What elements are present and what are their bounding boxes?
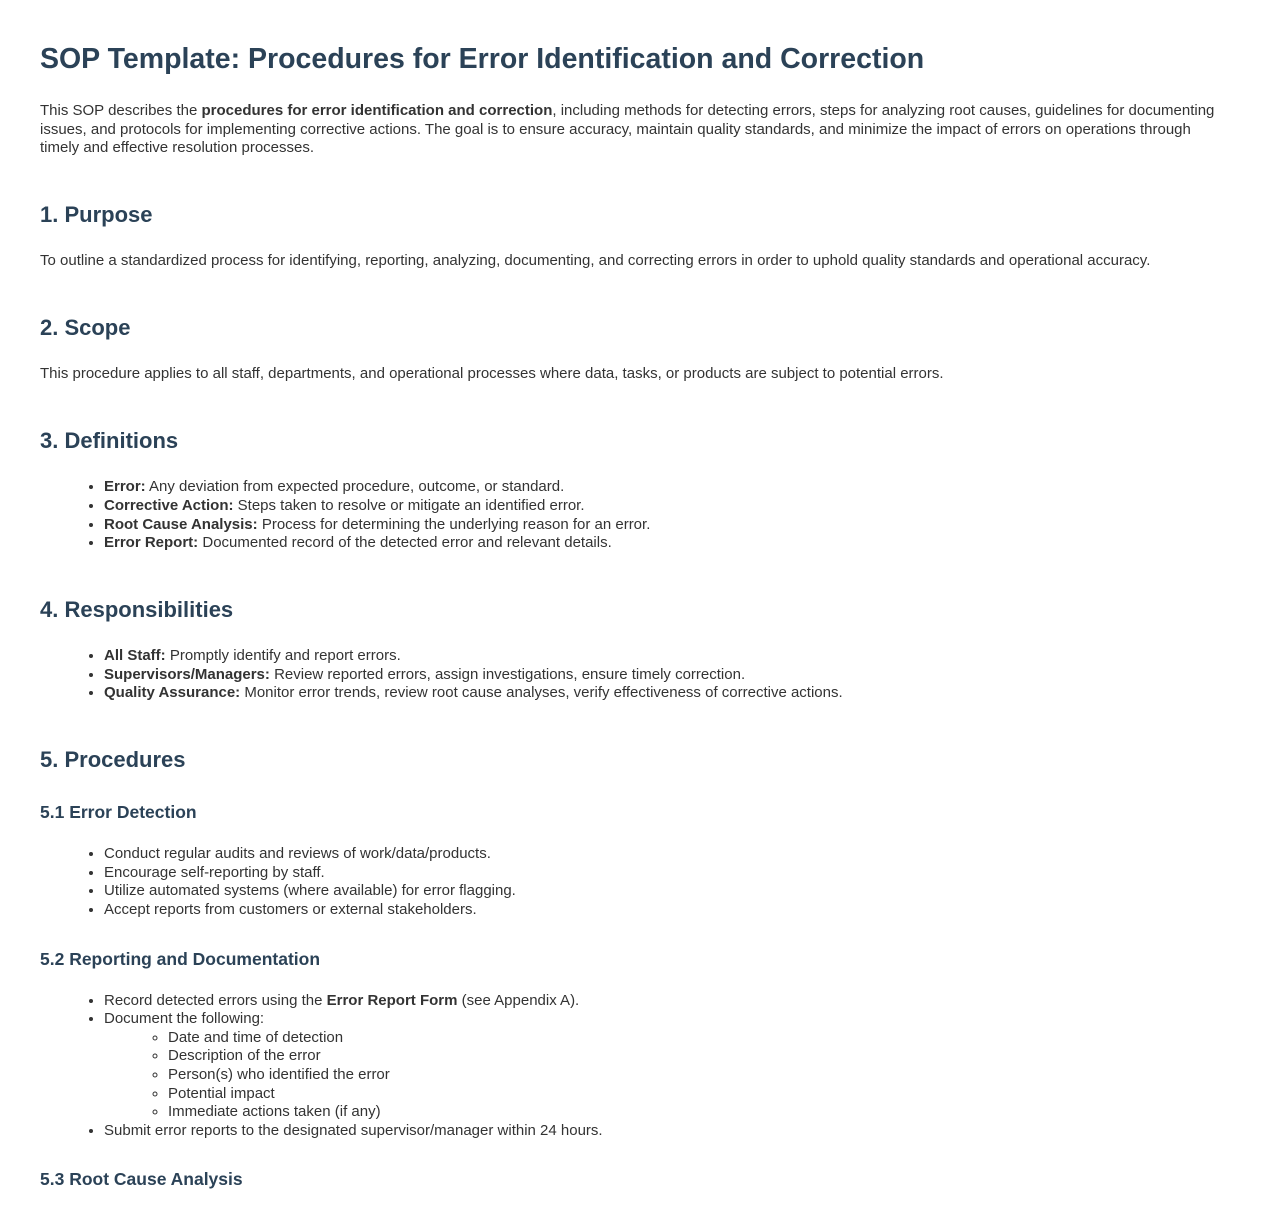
responsibility-role: Quality Assurance: — [104, 684, 241, 702]
list-item: • Accept reports from customers or external stakeholders. — [104, 901, 1215, 920]
list-item — [104, 497, 1215, 516]
section-heading-responsibilities: 4. Responsibilities — [40, 596, 234, 622]
intro-paragraph — [40, 102, 1215, 158]
section-heading-procedures: 5. Procedures — [40, 746, 186, 772]
responsibility-desc: Monitor error trends, review root cause analyses, verify effectiveness of corrective actions. — [244, 684, 843, 702]
page-title: SOP Template: Procedures for Error Identification and Correction — [40, 43, 925, 75]
responsibility-role: All Staff: — [104, 647, 166, 665]
purpose-paragraph: To outline a standardized process for identifying, reporting, analyzing, documenting, and correcting errors in order to uphold quality standards and operational accuracy. — [40, 252, 1151, 270]
list-item: ◦ Description of the error — [168, 1047, 1215, 1066]
responsibility-desc: Promptly identify and report errors. — [169, 647, 401, 665]
subsection-heading-reporting-documentation: 5.2 Reporting and Documentation — [40, 948, 321, 969]
responsibility-desc: Review reported errors, assign investigations, ensure timely correction. — [274, 665, 746, 683]
subsection-heading-error-detection: 5.1 Error Detection — [40, 802, 197, 823]
definition-term: Error Report: — [104, 534, 199, 552]
list-item: • Encourage self-reporting by staff. — [104, 864, 1215, 883]
error-detection-list — [40, 845, 1215, 919]
section-heading-definitions: 3. Definitions — [40, 427, 179, 453]
section-heading-purpose: 1. Purpose — [40, 201, 153, 227]
definition-term: Root Cause Analysis: — [104, 515, 258, 533]
report-item-pre: Record detected errors using the — [104, 991, 327, 1009]
document-following-label: Document the following: — [104, 1010, 265, 1028]
definition-term: Error: — [104, 478, 146, 496]
list-item — [104, 684, 1215, 703]
section-heading-scope: 2. Scope — [40, 314, 131, 340]
list-item: • Conduct regular audits and reviews of work/data/products. — [104, 845, 1215, 864]
list-item — [104, 647, 1215, 666]
definition-desc: Documented record of the detected error and relevant details. — [202, 534, 612, 552]
reporting-documentation-list — [40, 992, 1215, 1141]
list-item: ◦ Person(s) who identified the error — [168, 1066, 1215, 1085]
intro-text-pre: This SOP describes the — [40, 102, 202, 120]
definition-desc: Any deviation from expected procedure, outcome, or standard. — [149, 478, 565, 496]
documentation-sublist — [104, 1029, 1215, 1122]
list-item — [104, 478, 1215, 497]
definitions-list — [40, 478, 1215, 552]
list-item — [104, 516, 1215, 535]
definition-term: Corrective Action: — [104, 496, 234, 514]
list-item — [104, 666, 1215, 685]
list-item: • Submit error reports to the designated supervisor/manager within 24 hours. — [104, 1122, 1215, 1141]
list-item: ◦ Immediate actions taken (if any) — [168, 1103, 1215, 1122]
report-item-post: (see Appendix A). — [457, 991, 580, 1009]
list-item: ◦ Potential impact — [168, 1085, 1215, 1104]
definition-desc: Process for determining the underlying reason for an error. — [261, 515, 651, 533]
list-item: ◦ Date and time of detection — [168, 1029, 1215, 1048]
scope-paragraph: This procedure applies to all staff, departments, and operational processes where data, tasks, or products are subject to potential errors. — [40, 365, 944, 383]
intro-text-post: , including methods for detecting errors, steps for analyzing root causes, guidelines for documenting issues, and protocols for implementing corrective actions. The goal is to ensure accuracy, maintain quality standards, and minimize the impact of errors on operations through timely and effective resolution processes. — [40, 102, 1215, 157]
intro-text-bold: procedures for error identification and correction — [201, 102, 553, 120]
report-item-bold: Error Report Form — [326, 991, 458, 1009]
subsection-heading-root-cause-analysis: 5.3 Root Cause Analysis — [40, 1169, 243, 1190]
responsibilities-list — [40, 647, 1215, 703]
list-item — [104, 1010, 1215, 1122]
definition-desc: Steps taken to resolve or mitigate an identified error. — [237, 496, 585, 514]
responsibility-role: Supervisors/Managers: — [104, 665, 270, 683]
list-item — [104, 534, 1215, 553]
list-item: • Utilize automated systems (where available) for error flagging. — [104, 882, 1215, 901]
list-item — [104, 992, 1215, 1011]
